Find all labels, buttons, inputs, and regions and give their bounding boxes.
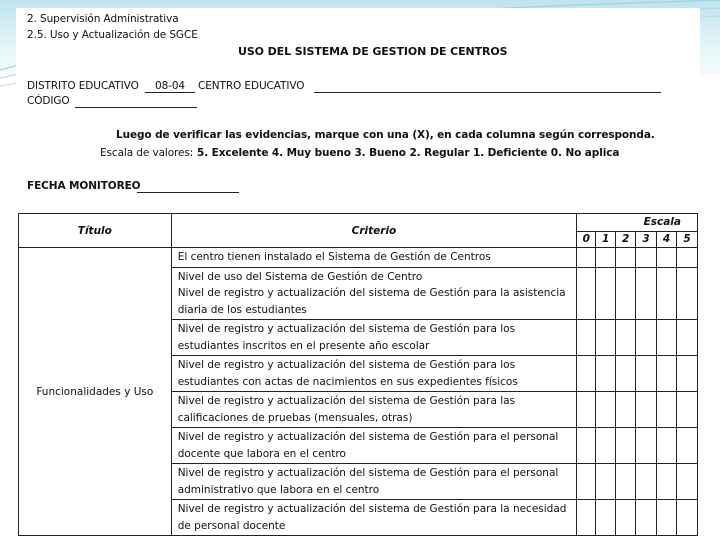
score-cell[interactable] [577,464,596,500]
criterion-6: Nivel de registro y actualización del sistema de Gestión para el personal docente que labora en el centro [171,428,577,464]
score-cell[interactable] [616,464,636,500]
subsection-heading: 2.5. Uso y Actualización de SGCE [27,29,198,41]
score-cell[interactable] [636,500,657,536]
header-escala: Escala [577,214,698,232]
centro-underline[interactable] [314,92,661,93]
scale-2: 2 [616,231,636,248]
score-cell[interactable] [657,267,677,320]
score-cell[interactable] [657,248,677,268]
score-cell[interactable] [616,248,636,268]
score-cell[interactable] [577,248,596,268]
score-cell[interactable] [577,428,596,464]
score-cell[interactable] [577,392,596,428]
score-cell[interactable] [636,428,657,464]
score-cell[interactable] [636,464,657,500]
scale-0: 0 [577,231,596,248]
distrito-label: DISTRITO EDUCATIVO [27,80,139,92]
instructions-line1: Luego de verificar las evidencias, marque con una (X), en cada columna según corresponda. [116,129,655,141]
score-cell[interactable] [616,356,636,392]
score-cell[interactable] [676,428,697,464]
section-heading: 2. Supervisión Administrativa [27,13,179,25]
score-cell[interactable] [636,248,657,268]
score-cell[interactable] [596,267,616,320]
scale-4: 4 [657,231,677,248]
header-criterio: Criterio [171,214,577,248]
score-cell[interactable] [616,428,636,464]
score-cell[interactable] [676,356,697,392]
score-cell[interactable] [676,392,697,428]
score-cell[interactable] [596,248,616,268]
score-cell[interactable] [577,356,596,392]
score-cell[interactable] [596,320,616,356]
score-cell[interactable] [577,320,596,356]
score-cell[interactable] [657,428,677,464]
score-cell[interactable] [596,356,616,392]
scale-5: 5 [676,231,697,248]
header-titulo: Título [19,214,172,248]
score-cell[interactable] [657,356,677,392]
row-title-funcionalidades: Funcionalidades y Uso [19,248,172,536]
score-cell[interactable] [657,464,677,500]
score-cell[interactable] [676,248,697,268]
score-cell[interactable] [596,392,616,428]
instructions-scale-prefix: Escala de valores: [100,147,194,159]
score-cell[interactable] [657,392,677,428]
codigo-label: CÓDIGO [27,95,70,107]
score-cell[interactable] [596,464,616,500]
criterion-4: Nivel de registro y actualización del sistema de Gestión para los estudiantes con actas de nacimientos en sus expedientes físicos [171,356,577,392]
criterion-5: Nivel de registro y actualización del sistema de Gestión para las calificaciones de pruebas (mensuales, otras) [171,392,577,428]
criterion-2: Nivel de uso del Sistema de Gestión de Centro Nivel de registro y actualización del sistema de Gestión para la asistencia diaria de los estudiantes [171,267,577,320]
criterion-7: Nivel de registro y actualización del sistema de Gestión para el personal administrativo que labora en el centro [171,464,577,500]
score-cell[interactable] [636,320,657,356]
score-cell[interactable] [636,267,657,320]
score-cell[interactable] [577,500,596,536]
scale-3: 3 [636,231,657,248]
distrito-underline [145,92,195,93]
centro-label: CENTRO EDUCATIVO [198,80,305,92]
criterion-8: Nivel de registro y actualización del sistema de Gestión para la necesidad de personal docente [171,500,577,536]
evaluation-table [18,213,698,536]
score-cell[interactable] [596,500,616,536]
score-cell[interactable] [636,392,657,428]
score-cell[interactable] [636,356,657,392]
criterion-3: Nivel de registro y actualización del sistema de Gestión para los estudiantes inscritos en el presente año escolar [171,320,577,356]
score-cell[interactable] [577,267,596,320]
score-cell[interactable] [616,267,636,320]
scale-1: 1 [596,231,616,248]
instructions-scale-values: 5. Excelente 4. Muy bueno 3. Bueno 2. Regular 1. Deficiente 0. No aplica [197,147,620,159]
score-cell[interactable] [616,500,636,536]
fecha-underline[interactable] [137,192,239,193]
score-cell[interactable] [676,500,697,536]
score-cell[interactable] [676,267,697,320]
score-cell[interactable] [676,320,697,356]
score-cell[interactable] [657,500,677,536]
document-title: USO DEL SISTEMA DE GESTION DE CENTROS [238,45,508,58]
criterion-1: El centro tienen instalado el Sistema de Gestión de Centros [171,248,577,268]
score-cell[interactable] [616,320,636,356]
distrito-value[interactable]: 08-04 [155,80,186,92]
score-cell[interactable] [616,392,636,428]
codigo-underline[interactable] [75,107,197,108]
score-cell[interactable] [676,464,697,500]
fecha-label: FECHA MONITOREO [27,180,141,192]
score-cell[interactable] [596,428,616,464]
score-cell[interactable] [657,320,677,356]
